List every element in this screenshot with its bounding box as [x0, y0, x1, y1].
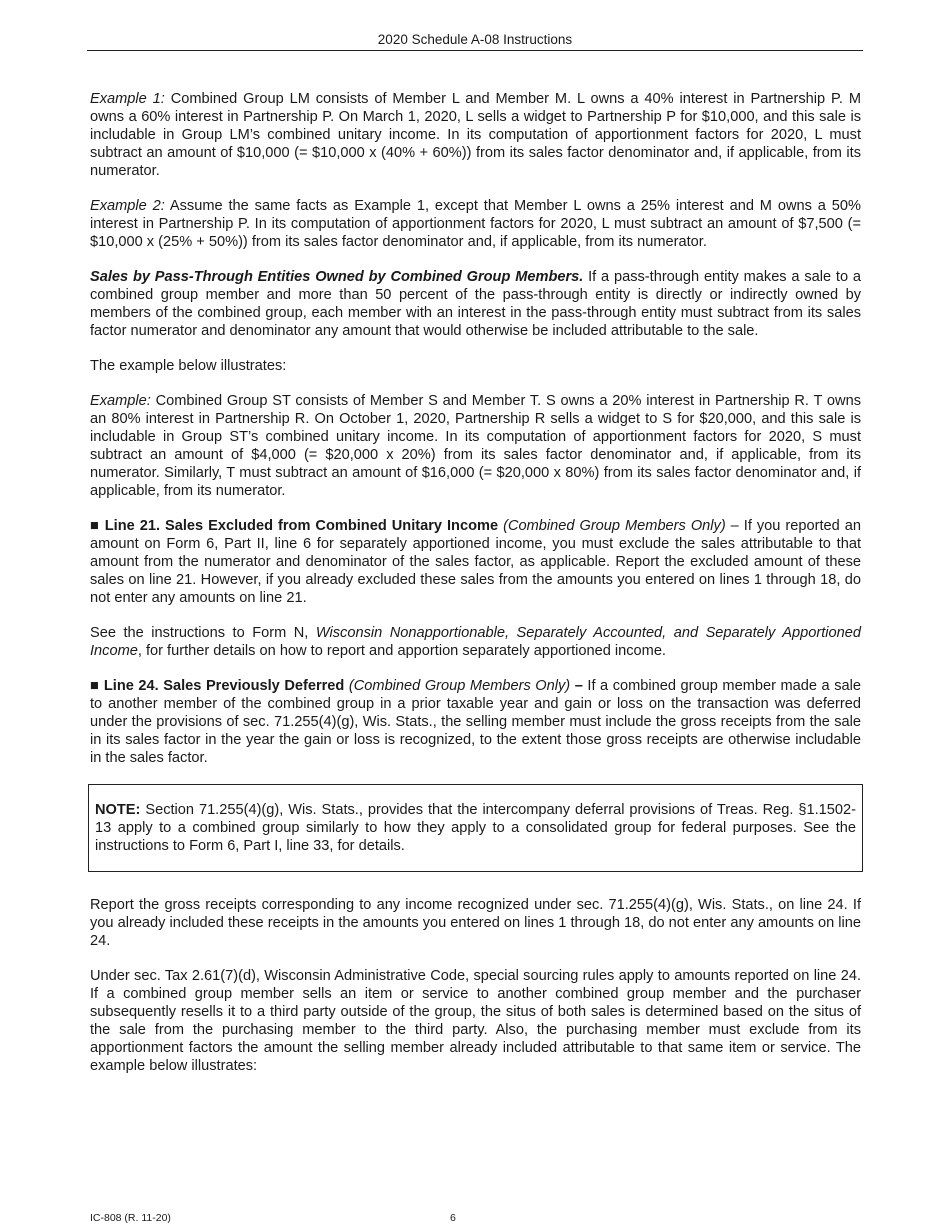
- line-21-heading: Line 21. Sales Excluded from Combined Unitary Income: [104, 518, 499, 534]
- line-24-bullet: ■: [90, 678, 104, 694]
- line-24-heading: Line 24. Sales Previously Deferred: [103, 678, 345, 694]
- example-3-text: Combined Group ST consists of Member S and Member T. S owns a 20% interest in Partnership R. T owns an 80% interest in Partnership R. On October 1, 2020, Partnership R sells a widget to S for $20,000, and this sale is includable in Group ST’s combined unitary income. In its computation of apportionment factors for 2020, S must subtract an amount of $4,000 (= $20,000 x 20%) from its sales factor denominator and, if applicable, from its numerator. Similarly, T must subtract an amount of $16,000 (= $20,000 x 80%) from its sales factor denominator and, if applicable, from its numerator.: [90, 393, 861, 499]
- form-n-pre: See the instructions to Form N,: [90, 625, 316, 641]
- line-21-section: [90, 517, 861, 607]
- note-box: [88, 784, 863, 872]
- tax-2-61-paragraph: Under sec. Tax 2.61(7)(d), Wisconsin Administrative Code, special sourcing rules apply to amounts reported on line 24. If a combined group member sells an item or service to another combined group member and the purchaser subsequently resells it to a third party outside of the group, the situs of both sales is determined based on the situs of the sale from the purchasing member to the third party. Also, the purchasing member must exclude from its apportionment factors the amount the selling member already included attributable to that same item or service. The example below illustrates:: [90, 968, 861, 1074]
- line-24-text: If a combined group member made a sale to another member of the combined group in a prior taxable year and gain or loss on the transaction was deferred under the provisions of sec. 71.255(4)(g), Wis. Stats., the selling member must include the gross receipts from the sale in its sales factor in the year the gain or loss is recognized, to the extent those gross receipts are otherwise includable in the sales factor.: [90, 678, 861, 766]
- note-text: Section 71.255(4)(g), Wis. Stats., provides that the intercompany deferral provisions of Treas. Reg. §1.1502-13 apply to a combined group similarly to how they apply to a consolidated group for federal purposes. See the instructions to Form 6, Part I, line 33, for details.: [95, 802, 856, 854]
- pass-through-heading: Sales by Pass-Through Entities Owned by Combined Group Members.: [90, 269, 584, 285]
- example-2-label: Example 2:: [90, 198, 165, 214]
- illustrates-text: The example below illustrates:: [90, 358, 287, 374]
- page-header: 2020 Schedule A-08 Instructions: [87, 32, 863, 51]
- document-body: [90, 90, 861, 1092]
- line-21-text: If you reported an amount on Form 6, Part II, line 6 for separately apportioned income, you must exclude the sales attributable to that amount from the numerator and denominator of the sales factor, as applicable. Report the excluded amount of these sales on line 21. However, if you already excluded these sales from the amounts you entered on lines 1 through 18, do not enter any amounts on line 21.: [90, 518, 861, 606]
- pass-through-section: [90, 268, 861, 340]
- example-1-text: Combined Group LM consists of Member L and Member M. L owns a 40% interest in Partnership P. M owns a 60% interest in Partnership P. On March 1, 2020, L sells a widget to Partnership P for $10,000, and this sale is includable in Group LM’s combined unitary income. In its computation of apportionment factors for 2020, L must subtract an amount of $10,000 (= $10,000 x (40% + 60%)) from its sales factor denominator and, if applicable, from its numerator.: [90, 91, 861, 179]
- example-3: [90, 392, 861, 500]
- example-2-text: Assume the same facts as Example 1, except that Member L owns a 25% interest and M owns a 50% interest in Partnership P. In its computation of apportionment factors for 2020, L must subtract an amount of $7,500 (= $10,000 x (25% + 50%)) from its sales factor denominator and, if applicable, from its numerator.: [90, 198, 861, 250]
- pass-through-text: If a pass-through entity makes a sale to a combined group member and more than 50 percent of the pass-through entity is directly or indirectly owned by members of the combined group, each member with an interest in the pass-through entity must subtract from its sales factor numerator and denominator any amount that would otherwise be included attributable to the sale.: [90, 269, 861, 339]
- example-2: [90, 197, 861, 251]
- note-paragraph: [95, 801, 856, 855]
- note-label: NOTE:: [95, 802, 141, 818]
- form-n-post: , for further details on how to report and apportion separately apportioned income.: [137, 643, 666, 659]
- example-3-label: Example:: [90, 393, 151, 409]
- line-24-section: [90, 677, 861, 767]
- line-24-qualifier: (Combined Group Members Only): [344, 678, 571, 694]
- form-number: IC-808 (R. 11-20): [90, 1212, 171, 1224]
- line-24-dash: –: [570, 678, 588, 694]
- line-21-dash: –: [725, 518, 744, 534]
- report-paragraph: Report the gross receipts corresponding to any income recognized under sec. 71.255(4)(g), Wis. Stats., on line 24. If you already included these receipts in the amounts you entered on lines 1 through 18, do not enter any amounts on line 24.: [90, 897, 861, 949]
- form-n-title: Wisconsin Nonapportionable, Separately Accounted, and Separately Apportioned Income: [90, 625, 861, 659]
- line-21-bullet: ■: [90, 518, 105, 534]
- example-1: [90, 90, 861, 180]
- example-1-label: Example 1:: [90, 91, 165, 107]
- line-21-qualifier: (Combined Group Members Only): [498, 518, 726, 534]
- form-n-reference: [90, 624, 861, 660]
- page-number: 6: [450, 1212, 456, 1224]
